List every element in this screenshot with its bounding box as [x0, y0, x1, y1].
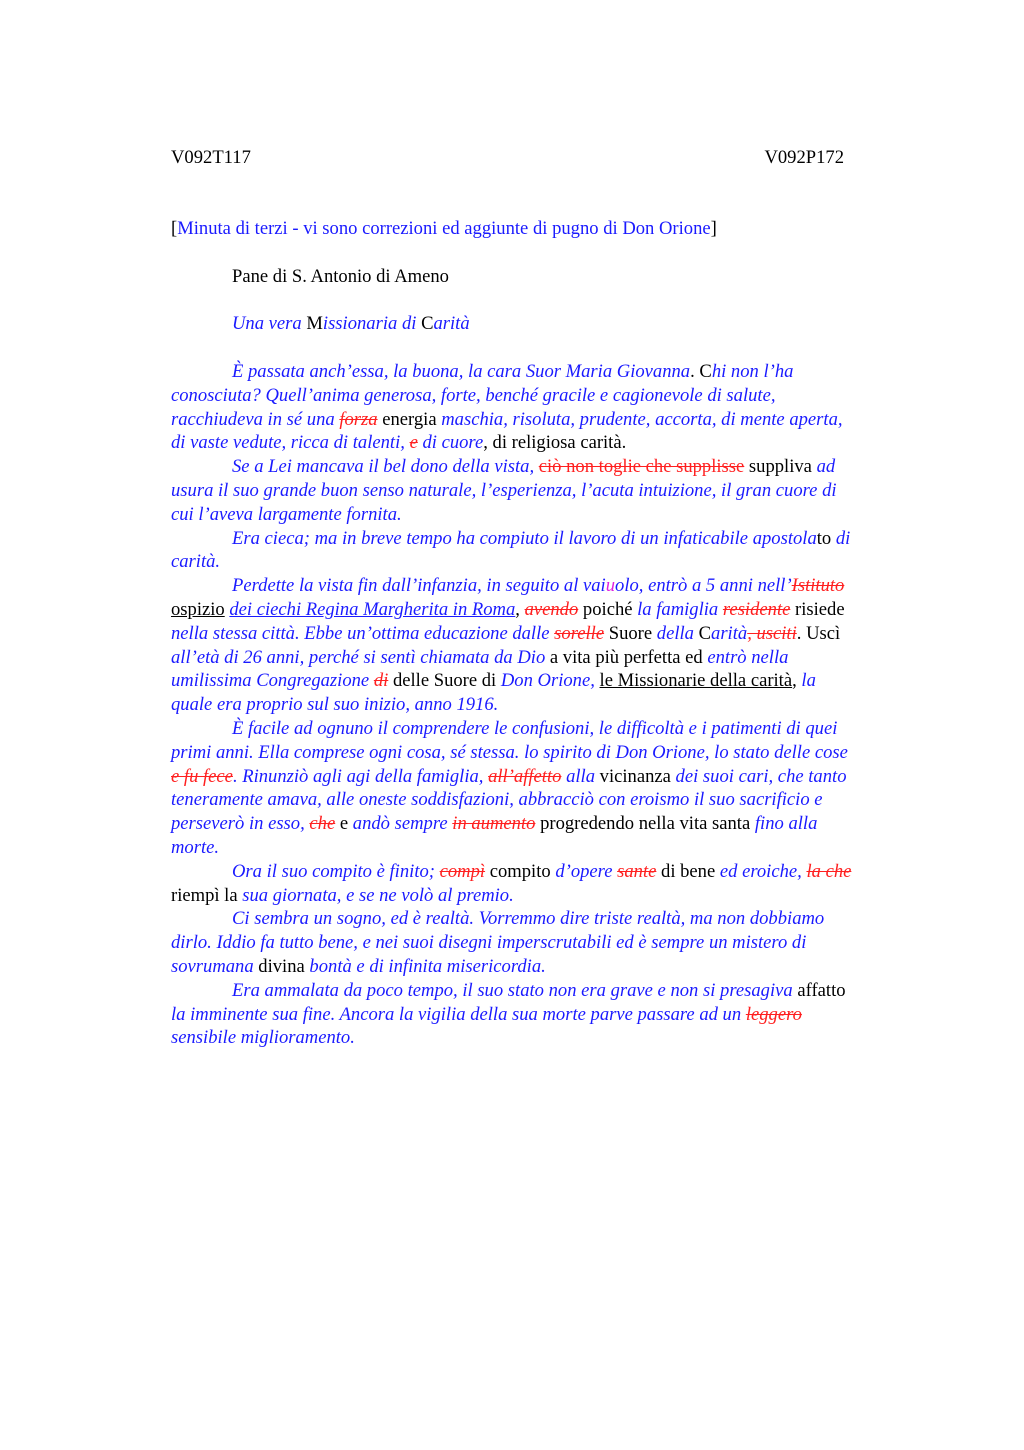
text-line — [171, 931, 921, 955]
text-run: andò sempre — [352, 813, 453, 835]
text-run: suppliva — [744, 456, 817, 478]
text-line — [171, 860, 921, 884]
text-line — [171, 955, 921, 979]
text-run: umilissima Congregazione — [171, 670, 374, 692]
text-run: e fu fece — [171, 765, 233, 787]
text-run: riempì la — [171, 884, 243, 906]
text-run: morte. — [171, 836, 220, 858]
text-run: dei suoi cari, che tanto — [670, 765, 847, 787]
text-run: alla — [561, 765, 600, 787]
text-run: di — [373, 670, 389, 692]
text-run: forza — [339, 408, 378, 430]
section-title: Pane di S. Antonio di Ameno — [232, 266, 449, 287]
text-run: residente — [722, 598, 791, 620]
text-run: to — [816, 527, 832, 549]
editorial-note-text: Minuta di terzi - vi sono correzioni ed aggiunte di pugno di Don Orione — [177, 218, 711, 239]
text-line — [171, 598, 921, 622]
text-run: È passata anch’essa, la buona, la cara Suor Maria Giovanna — [232, 361, 691, 382]
document-page — [171, 146, 921, 1049]
text-run: . C — [690, 361, 712, 382]
text-run: vicinanza — [599, 765, 671, 787]
text-run: compì — [439, 860, 486, 882]
text-run: la imminente sua fine. Ancora la vigilia della sua morte parve passare ad un — [171, 1003, 746, 1025]
text-run: quale era proprio sul suo inizio, anno 1916. — [171, 694, 499, 716]
text-run: della — [656, 622, 699, 644]
text-line — [171, 1003, 921, 1027]
text-run: di cuore — [417, 432, 484, 454]
text-run: nella stessa città. Ebbe un’ottima educazione dalle — [171, 622, 555, 644]
text-line — [171, 408, 921, 432]
text-run: avendo — [524, 598, 579, 620]
text-run: di bene — [656, 860, 720, 882]
text-run: sensibile miglioramento. — [171, 1027, 355, 1049]
text-run: , di religiosa carità. — [483, 432, 627, 454]
text-run: ospizio — [171, 598, 225, 620]
text-line — [171, 884, 921, 908]
text-run: Perdette la vista fin dall’infanzia, in seguito al vai — [232, 575, 606, 597]
text-run: . Rinunziò agli agi della famiglia, — [232, 765, 489, 787]
text-line — [171, 550, 921, 574]
text-run: C — [698, 622, 712, 644]
text-run: affatto — [792, 979, 846, 1001]
text-line — [171, 479, 921, 503]
text-run: Era cieca; ma in breve tempo ha compiuto il lavoro di un infaticabile apostola — [232, 527, 817, 549]
text-run: in aumento — [452, 813, 536, 835]
text-run: Istituto — [791, 575, 845, 597]
text-run: Suore — [604, 622, 657, 644]
document-header — [171, 146, 921, 170]
text-run: la famiglia — [637, 598, 723, 620]
text-run: . Uscì — [796, 622, 841, 644]
text-run: teneramente amava, alle oneste soddisfazioni, abbracciò con eroismo il suo sacrificio e — [171, 789, 823, 811]
text-run: progredendo nella vita santa — [535, 813, 755, 835]
text-run: olo, entrò a 5 anni nell’ — [615, 575, 792, 597]
text-line — [171, 693, 921, 717]
text-run: Ci sembra un sogno, ed è realtà. Vorremmo dire triste realtà, ma non dobbiamo — [232, 908, 825, 930]
text-run: perseverò in esso, — [171, 813, 310, 835]
text-line — [171, 812, 921, 836]
text-run: conosciuta? Quell’anima generosa, forte, benché gracile e cagionevole di salute, — [171, 384, 776, 406]
article-body — [171, 360, 921, 1050]
text-run: sovrumana — [171, 955, 254, 977]
text-run: all’affetto — [488, 765, 562, 787]
text-run: bontà e di infinita misericordia. — [309, 955, 546, 977]
text-line — [171, 574, 921, 598]
text-run: ed eroiche, — [719, 860, 807, 882]
text-run: e — [409, 432, 418, 454]
text-run: poiché — [578, 598, 638, 620]
document-code-left: V092T117 — [171, 147, 251, 168]
text-line — [171, 717, 921, 741]
text-line — [171, 669, 921, 693]
text-run: a vita più perfetta ed — [545, 646, 708, 668]
text-line — [171, 646, 921, 670]
editorial-note: [Minuta di terzi - vi sono correzioni ed aggiunte di pugno di Don Orione] — [171, 218, 717, 239]
text-line — [171, 1026, 921, 1050]
text-run: , — [515, 598, 525, 620]
text-run: usura il suo grande buon senso naturale, l’esperienza, l’acuta intuizione, il gran cuore di — [171, 479, 837, 501]
text-run: Don Orione, — [500, 670, 600, 692]
text-run: d’opere — [555, 860, 618, 882]
text-line — [171, 431, 921, 455]
text-run: divina — [253, 955, 310, 977]
text-run: sorelle — [554, 622, 605, 644]
text-run: Ora il suo compito è finito; — [232, 860, 440, 882]
text-run: dirlo. Iddio fa tutto bene, e nei suoi disegni imperscrutabili ed è sempre un mistero di — [171, 932, 807, 954]
text-run: ad — [816, 456, 836, 478]
text-line — [171, 455, 921, 479]
text-line — [171, 765, 921, 789]
text-run: e — [335, 813, 353, 835]
text-line — [171, 836, 921, 860]
text-line — [171, 527, 921, 551]
text-run: cui l’aveva largamente fornita. — [171, 503, 402, 525]
text-run: u — [605, 575, 616, 597]
text-line — [171, 741, 921, 765]
text-run: carità. — [171, 551, 221, 573]
text-line — [171, 384, 921, 408]
text-run: energia — [377, 408, 442, 430]
text-run: all’età di 26 anni, perché si sentì chiamata da Dio — [171, 646, 546, 668]
text-line — [171, 622, 921, 646]
text-run: hi non l’ha — [711, 361, 794, 382]
text-run: racchiudeva in sé una — [171, 408, 340, 430]
text-run: la che — [806, 860, 852, 882]
text-run: sua giornata, e se ne volò al premio. — [242, 884, 514, 906]
document-code-right: V092P172 — [764, 147, 844, 168]
text-run: , usciti — [747, 622, 797, 644]
text-run: leggero — [745, 1003, 802, 1025]
text-run: compito — [485, 860, 556, 882]
text-run: dei ciechi Regina Margherita in Roma — [229, 598, 516, 620]
text-run: sante — [617, 860, 657, 882]
text-run: È facile ad ognuno il comprendere le confusioni, le difficoltà e i patimenti di quei — [232, 717, 838, 739]
text-line — [171, 503, 921, 527]
text-run: primi anni. Ella comprese ogni cosa, sé stessa. lo spirito di Don Orione, lo stato delle cose — [171, 741, 848, 763]
text-line — [171, 788, 921, 812]
text-run: ciò non toglie che supplisse — [538, 456, 745, 478]
text-run: fino alla — [754, 813, 818, 835]
text-run: risiede — [790, 598, 845, 620]
text-run: delle Suore di — [388, 670, 501, 692]
text-run: , — [792, 670, 802, 692]
text-run: che — [309, 813, 336, 835]
text-run: le Missionarie della carità — [599, 670, 793, 692]
text-run: maschia, risoluta, prudente, accorta, di mente aperta, — [441, 408, 843, 430]
text-line — [171, 360, 921, 384]
text-run: la — [801, 670, 816, 692]
text-line — [171, 979, 921, 1003]
text-run: arità — [711, 622, 748, 644]
text-run: di — [831, 527, 851, 549]
text-run: Se a Lei mancava il bel dono della vista, — [232, 456, 539, 478]
text-run: entrò nella — [707, 646, 789, 668]
text-run: di vaste vedute, ricca di talenti, — [171, 432, 410, 454]
text-run: Era ammalata da poco tempo, il suo stato non era grave e non si presagiva — [232, 979, 793, 1001]
article-subtitle: Una vera Missionaria di Carità — [232, 313, 470, 334]
text-line — [171, 907, 921, 931]
